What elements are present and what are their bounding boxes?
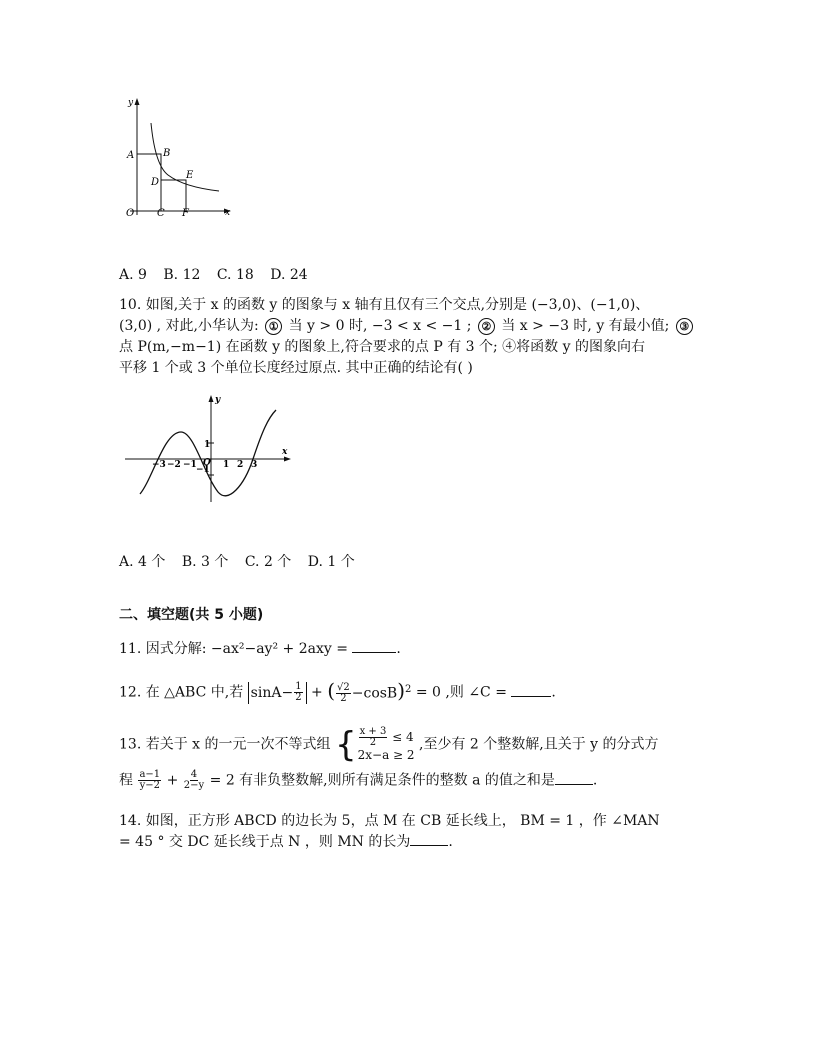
q10-option-c[interactable]: C. 2 个 bbox=[244, 554, 292, 570]
y-axis-arrow bbox=[209, 395, 214, 402]
label-C: C bbox=[157, 208, 165, 219]
q9-option-b[interactable]: B. 12 bbox=[163, 267, 201, 283]
q10-line-2a: (3,0) , 对此,小华认为: bbox=[119, 318, 264, 334]
q10-line-2c: 当 x > −3 时, y 有最小值; bbox=[496, 318, 674, 334]
q9-option-a[interactable]: A. 9 bbox=[119, 267, 147, 283]
tick-y-1: 1 bbox=[204, 440, 211, 450]
label-y: y bbox=[128, 98, 134, 108]
q12-plus: + bbox=[311, 684, 328, 701]
q10-option-a[interactable]: A. 4 个 bbox=[119, 554, 166, 570]
q14-line2-text: = 45 ° 交 DC 延长线于点 N ，则 MN 的长为 bbox=[119, 834, 411, 850]
q14-line-1: 14. 如图，正方形 ABCD 的边长为 5，点 M 在 CB 延长线上， BM = 1 ，作 ∠MAN bbox=[119, 813, 660, 829]
q13-system: { $\frac{x + 3}{2}$ ≤ 4 2x−a ≥ 2 bbox=[334, 724, 415, 765]
rect-def bbox=[161, 180, 186, 211]
tick-x-neg1: −1 bbox=[183, 460, 197, 470]
q13-frac-2: $\frac{4}{2-y}$ bbox=[183, 769, 205, 791]
q14-answer-blank[interactable] bbox=[410, 833, 448, 846]
q9-option-c[interactable]: C. 18 bbox=[216, 267, 254, 283]
tick-x-neg2: −2 bbox=[167, 460, 181, 470]
q12-half: $\frac{1}{2}$ bbox=[295, 681, 302, 704]
q9-options bbox=[119, 266, 320, 284]
circled-one: ① bbox=[265, 318, 282, 335]
q10-line-2 bbox=[119, 317, 695, 335]
q10-option-b[interactable]: B. 3 个 bbox=[181, 554, 229, 570]
q9-option-d[interactable]: D. 24 bbox=[270, 267, 308, 283]
q12-cosb: −cosB bbox=[351, 685, 398, 702]
q12-abs bbox=[248, 682, 307, 704]
q12-answer-blank[interactable] bbox=[511, 684, 551, 697]
label-y: y bbox=[215, 395, 221, 405]
q14-line-2 bbox=[119, 833, 453, 851]
label-x: x bbox=[282, 447, 288, 457]
q12-paren: ( $\frac{√2}{2}$ −cosB)$^2$ bbox=[327, 678, 412, 705]
cubic-curve bbox=[140, 410, 276, 496]
label-O: O bbox=[126, 208, 135, 219]
q13-plus: + bbox=[162, 772, 183, 789]
q13-line2-prefix: 程 bbox=[119, 772, 138, 789]
q10-line-1: 10. 如图,关于 x 的函数 y 的图象与 x 轴有且仅有三个交点,分别是 (−3,0)、(−1,0)、 bbox=[119, 297, 650, 313]
q11-text: 11. 因式分解: −ax²−ay² + 2axy = bbox=[119, 641, 353, 657]
q12 bbox=[119, 678, 556, 705]
q10-line-4: 平移 1 个或 3 个单位长度经过原点. 其中正确的结论有( ) bbox=[119, 360, 473, 376]
x-axis-arrow bbox=[284, 457, 291, 462]
q12-end: . bbox=[551, 684, 556, 701]
q12-square: 2 bbox=[405, 684, 412, 695]
circled-three: ③ bbox=[676, 318, 693, 335]
q13-ineq-2: 2x−a ≥ 2 bbox=[357, 748, 415, 762]
q13-line-2 bbox=[119, 770, 597, 791]
label-B: B bbox=[163, 148, 171, 159]
q11 bbox=[119, 640, 401, 658]
q13-line2-suffix: = 2 有非负整数解,则所有满足条件的整数 a 的值之和是 bbox=[205, 772, 555, 789]
q12-prefix: 12. 在 △ABC 中,若 bbox=[119, 684, 248, 701]
label-F: F bbox=[182, 208, 189, 219]
q11-end: . bbox=[396, 641, 401, 657]
q10-options bbox=[119, 553, 367, 571]
label-A: A bbox=[127, 150, 135, 161]
tick-x-2: 2 bbox=[237, 460, 244, 470]
tick-x-3: 3 bbox=[251, 460, 258, 470]
q11-answer-blank[interactable] bbox=[352, 640, 396, 653]
y-axis-arrow bbox=[135, 98, 140, 105]
q10-line-3: 点 P(m,−m−1) 在函数 y 的图象上,符合要求的点 P 有 3 个; ④将函数 y 的图象向右 bbox=[119, 339, 645, 355]
section-heading-fill-blank: 二、填空题(共 5 小题) bbox=[119, 607, 264, 623]
tick-x-1: 1 bbox=[223, 460, 230, 470]
q13-frac-1: $\frac{a-1}{y-2}$ bbox=[139, 769, 161, 791]
q14-end: . bbox=[448, 834, 453, 850]
tick-y-neg1: −1 bbox=[196, 465, 210, 475]
label-E: E bbox=[186, 170, 194, 181]
figure-cubic bbox=[120, 390, 300, 505]
figure-hyperbola bbox=[120, 95, 240, 220]
q13-line-1 bbox=[119, 724, 659, 765]
q12-suffix: = 0 ,则 ∠C = bbox=[415, 684, 512, 701]
label-D: D bbox=[151, 177, 160, 188]
q10-option-d[interactable]: D. 1 个 bbox=[307, 554, 355, 570]
q13-answer-blank[interactable] bbox=[555, 772, 593, 785]
label-O: O bbox=[203, 458, 211, 468]
q12-sqrt-frac: $\frac{√2}{2}$ bbox=[337, 682, 350, 705]
q13-prefix: 13. 若关于 x 的一元一次不等式组 bbox=[119, 736, 331, 753]
q13-suffix: ,至少有 2 个整数解,且关于 y 的分式方 bbox=[419, 736, 659, 753]
tick-x-neg3: −3 bbox=[152, 460, 166, 470]
label-x: x bbox=[225, 208, 231, 218]
circled-two: ② bbox=[478, 318, 495, 335]
q13-end: . bbox=[592, 772, 598, 789]
q13-ineq-1: $\frac{x + 3}{2}$ ≤ 4 bbox=[359, 726, 414, 748]
q10-line-2b: 当 y > 0 时, −3 < x < −1 ; bbox=[284, 318, 476, 334]
q12-abs-content: sinA− bbox=[250, 684, 294, 701]
